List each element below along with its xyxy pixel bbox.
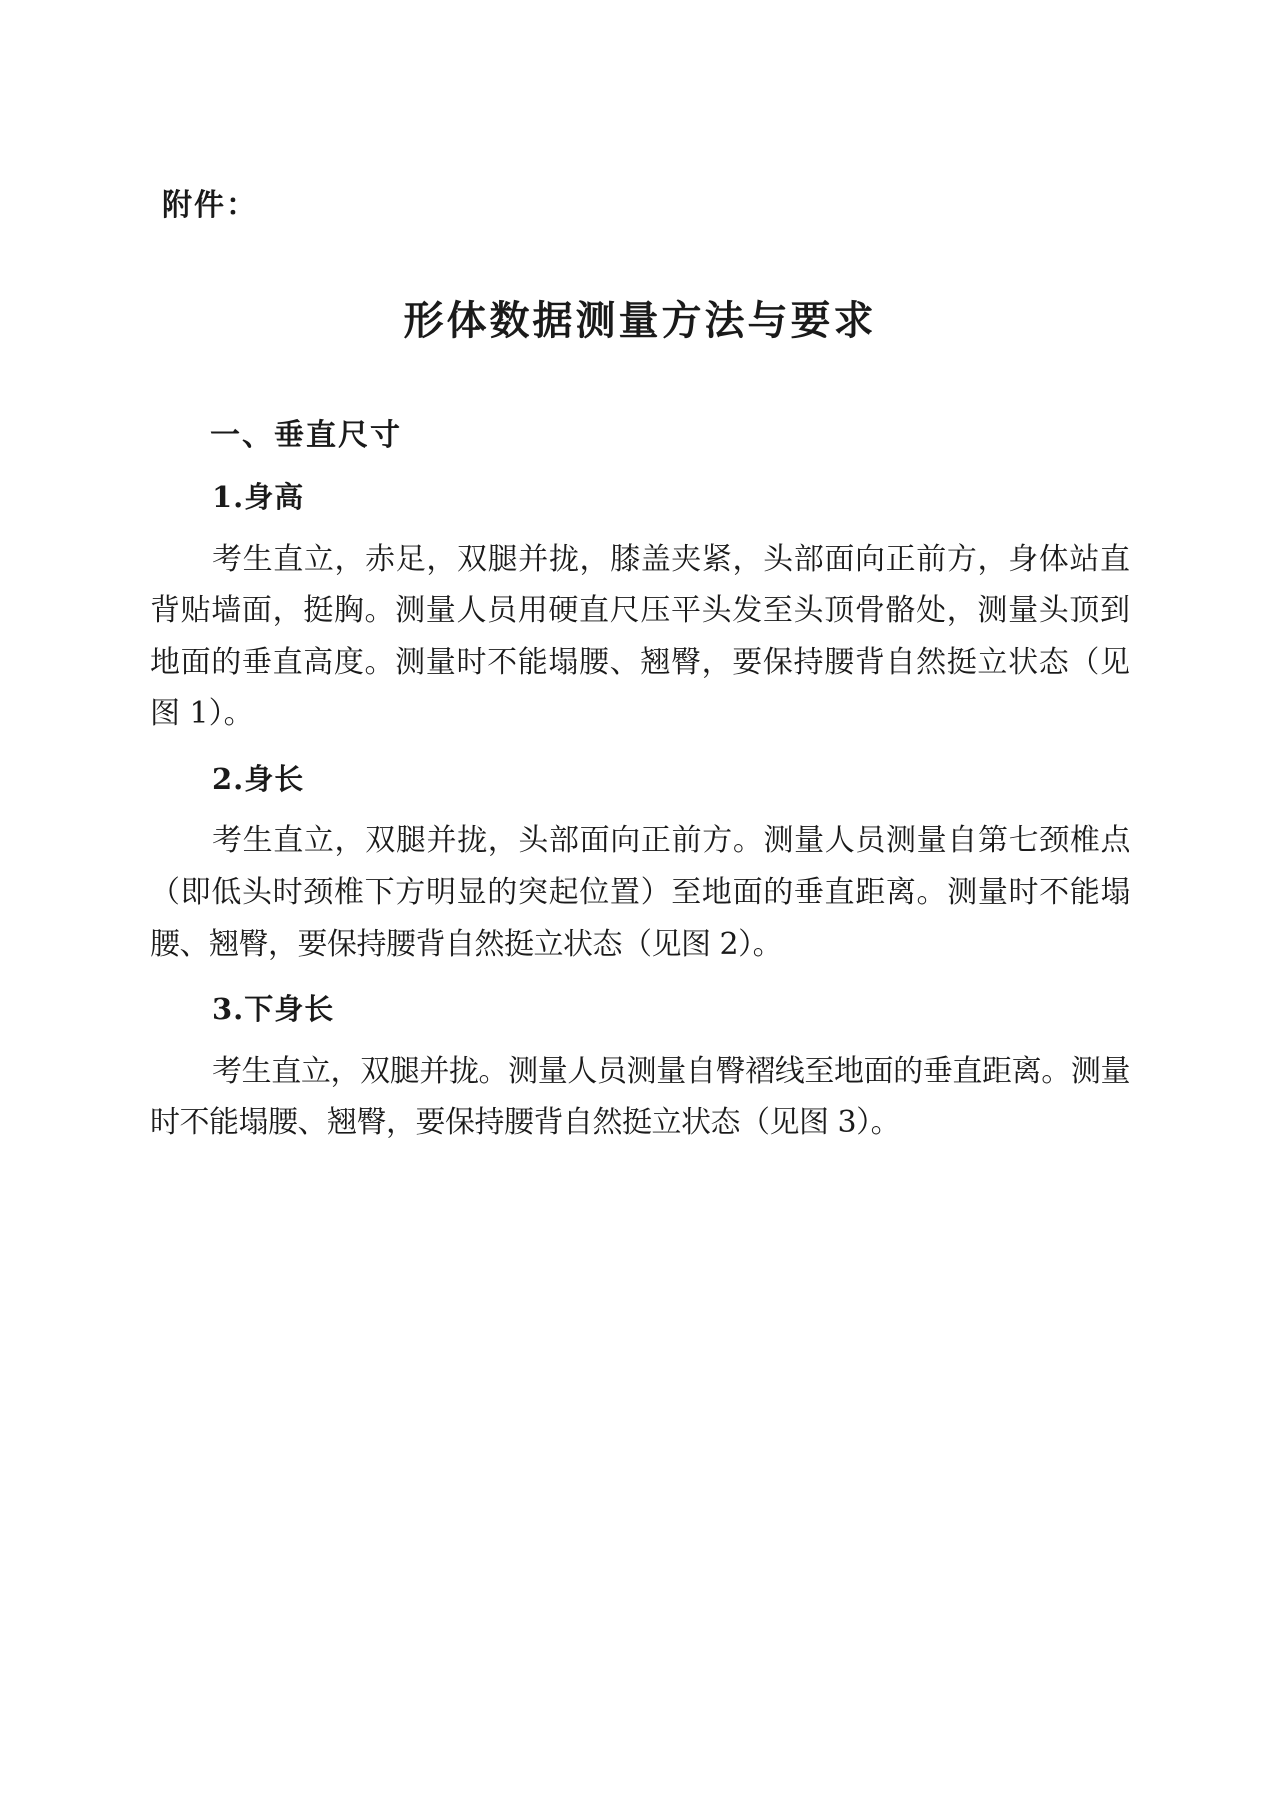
paragraph-body-length: 考生直立，双腿并拢，头部面向正前方。测量人员测量自第七颈椎点（即低头时颈椎下方明显的突起位置）至地面的垂直距离。测量时不能塌腰、翘臀，要保持腰背自然挺立状态（见图 2）。 xyxy=(150,823,1130,962)
sub-heading-height: 1.身高 xyxy=(212,480,305,514)
section-heading-vertical-dimensions: 一、垂直尺寸 xyxy=(210,418,402,453)
page-title: 形体数据测量方法与要求 xyxy=(403,297,877,344)
attachment-label: 附件： xyxy=(162,188,258,223)
paragraph-height: 考生直立，赤足，双腿并拢，膝盖夹紧，头部面向正前方，身体站直背贴墙面，挺胸。测量人员用硬直尺压平头发至头顶骨骼处，测量头顶到地面的垂直高度。测量时不能塌腰、翘臀，要保持腰背自然挺立状态（见图 1）。 xyxy=(150,541,1130,732)
sub-heading-lower-body-length: 3.下身长 xyxy=(212,992,335,1027)
paragraph-lower-body-length: 考生直立，双腿并拢。测量人员测量自臀褶线至地面的垂直距离。测量时不能塌腰、翘臀，要保持腰背自然挺立状态（见图 3）。 xyxy=(150,1053,1130,1141)
sub-heading-body-length: 2.身长 xyxy=(212,761,305,796)
